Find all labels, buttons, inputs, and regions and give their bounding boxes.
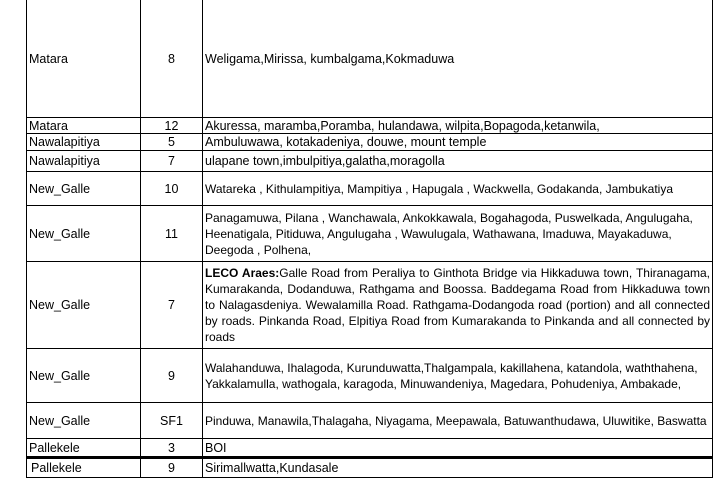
area-name: Pallekele — [31, 461, 82, 475]
area-name: Nawalapitiya — [29, 135, 100, 149]
code-cell — [140, 151, 202, 172]
area-name: New_Galle — [29, 226, 91, 241]
code-cell — [140, 349, 202, 403]
area-cell — [26, 206, 140, 262]
area-code: 11 — [165, 226, 178, 241]
area-code: 10 — [164, 181, 179, 196]
area-code: 3 — [168, 440, 175, 455]
places-cell — [202, 206, 713, 262]
places-cell — [202, 349, 713, 403]
places-cell — [202, 457, 713, 478]
table-row — [26, 172, 713, 206]
places-text: Walahanduwa, Ihalagoda, Kurunduwatta,Thalgampala, kakillahena, katandola, waththahena, Yakkalamulla, wathogala, karagoda, Minuwandeniya, Magedara, Pohudeniya, Ambakade, — [205, 360, 698, 391]
places-text: Pinduwa, Manawila,Thalagaha, Niyagama, Meepawala, Batuwanthudawa, Uluwitike, Baswatta — [205, 413, 707, 428]
area-code: 5 — [168, 135, 175, 149]
area-name: New_Galle — [29, 413, 91, 428]
places-cell — [202, 262, 713, 349]
places-cell — [202, 0, 713, 118]
area-name: Matara — [29, 118, 68, 133]
code-cell — [140, 134, 202, 151]
places-text: Ambuluwawa, kotakadeniya, douwe, mount temple — [205, 135, 487, 149]
code-cell — [140, 403, 202, 439]
area-cell — [26, 151, 140, 172]
code-cell — [140, 206, 202, 262]
places-cell — [202, 118, 713, 134]
area-cell — [26, 134, 140, 151]
area-table — [26, 0, 713, 478]
code-cell — [140, 172, 202, 206]
places-text — [205, 265, 710, 345]
code-cell — [140, 457, 202, 478]
table-row — [26, 0, 713, 118]
area-cell — [26, 457, 140, 478]
code-cell — [140, 0, 202, 118]
area-cell — [26, 172, 140, 206]
table-row — [26, 134, 713, 151]
places-cell — [202, 151, 713, 172]
leco-areas-label: LECO Araes: — [205, 266, 280, 280]
area-code: 7 — [168, 298, 175, 312]
places-cell — [202, 403, 713, 439]
code-cell — [140, 262, 202, 349]
places-cell — [202, 172, 713, 206]
area-code: 9 — [168, 461, 175, 475]
area-cell — [26, 439, 140, 457]
area-cell — [26, 403, 140, 439]
places-cell — [202, 134, 713, 151]
area-name: Matara — [29, 51, 68, 66]
places-text: Weligama,Mirissa, kumbalgama,Kokmaduwa — [205, 51, 455, 66]
area-name: Nawalapitiya — [29, 154, 100, 168]
places-cell — [202, 439, 713, 457]
table-row — [26, 262, 713, 349]
area-name: New_Galle — [29, 181, 91, 196]
area-name: Pallekele — [29, 440, 80, 455]
area-code: SF1 — [160, 413, 183, 428]
table-row — [26, 439, 713, 457]
places-text: ulapane town,imbulpitiya,galatha,moragolla — [205, 154, 445, 168]
area-name: New_Galle — [29, 298, 91, 312]
area-code: 12 — [164, 118, 179, 133]
places-text: BOI — [205, 440, 227, 455]
area-name: New_Galle — [29, 368, 91, 383]
code-cell — [140, 439, 202, 457]
area-cell — [26, 118, 140, 134]
area-cell — [26, 0, 140, 118]
table-row — [26, 151, 713, 172]
table-row — [26, 403, 713, 439]
area-code: 7 — [168, 154, 175, 168]
area-cell — [26, 262, 140, 349]
places-text: Panagamuwa, Pilana , Wanchawala, Ankokkawala, Bogahagoda, Puswelkada, Angulugaha, Heenatigala, Pitiduwa, Angulugaha , Wawulugala, Wathawana, Imaduwa, Mayakaduwa, Deegoda , Polhena, — [205, 210, 693, 257]
table-row — [26, 206, 713, 262]
table-row — [26, 349, 713, 403]
places-text: Akuressa, maramba,Poramba, hulandawa, wilpita,Bopagoda,ketanwila, — [205, 118, 600, 133]
area-code: 8 — [168, 51, 175, 66]
table-row — [26, 118, 713, 134]
places-text: Sirimallwatta,Kundasale — [205, 461, 339, 475]
code-cell — [140, 118, 202, 134]
area-cell — [26, 349, 140, 403]
area-code: 9 — [168, 368, 175, 383]
places-text: Watareka , Kithulampitiya, Mampitiya , Hapugala , Wackwella, Godakanda, Jambukatiya — [205, 181, 673, 196]
leco-areas-description: Galle Road from Peraliya to Ginthota Bridge via Hikkaduwa town, Thiranagama, Kumarakanda, Dodanduwa, Rathgama and Boossa. Baddegama Road from Hikkaduwa town to Nalagasdeniya. Wewalamilla Road. Rathgama-Dodangoda road (portion) and all connected by roads. Pinkanda Road, Elpitiya Road from Kumarakanda to Pinkanda and all connected by roads — [205, 266, 711, 344]
table-row — [26, 457, 713, 478]
